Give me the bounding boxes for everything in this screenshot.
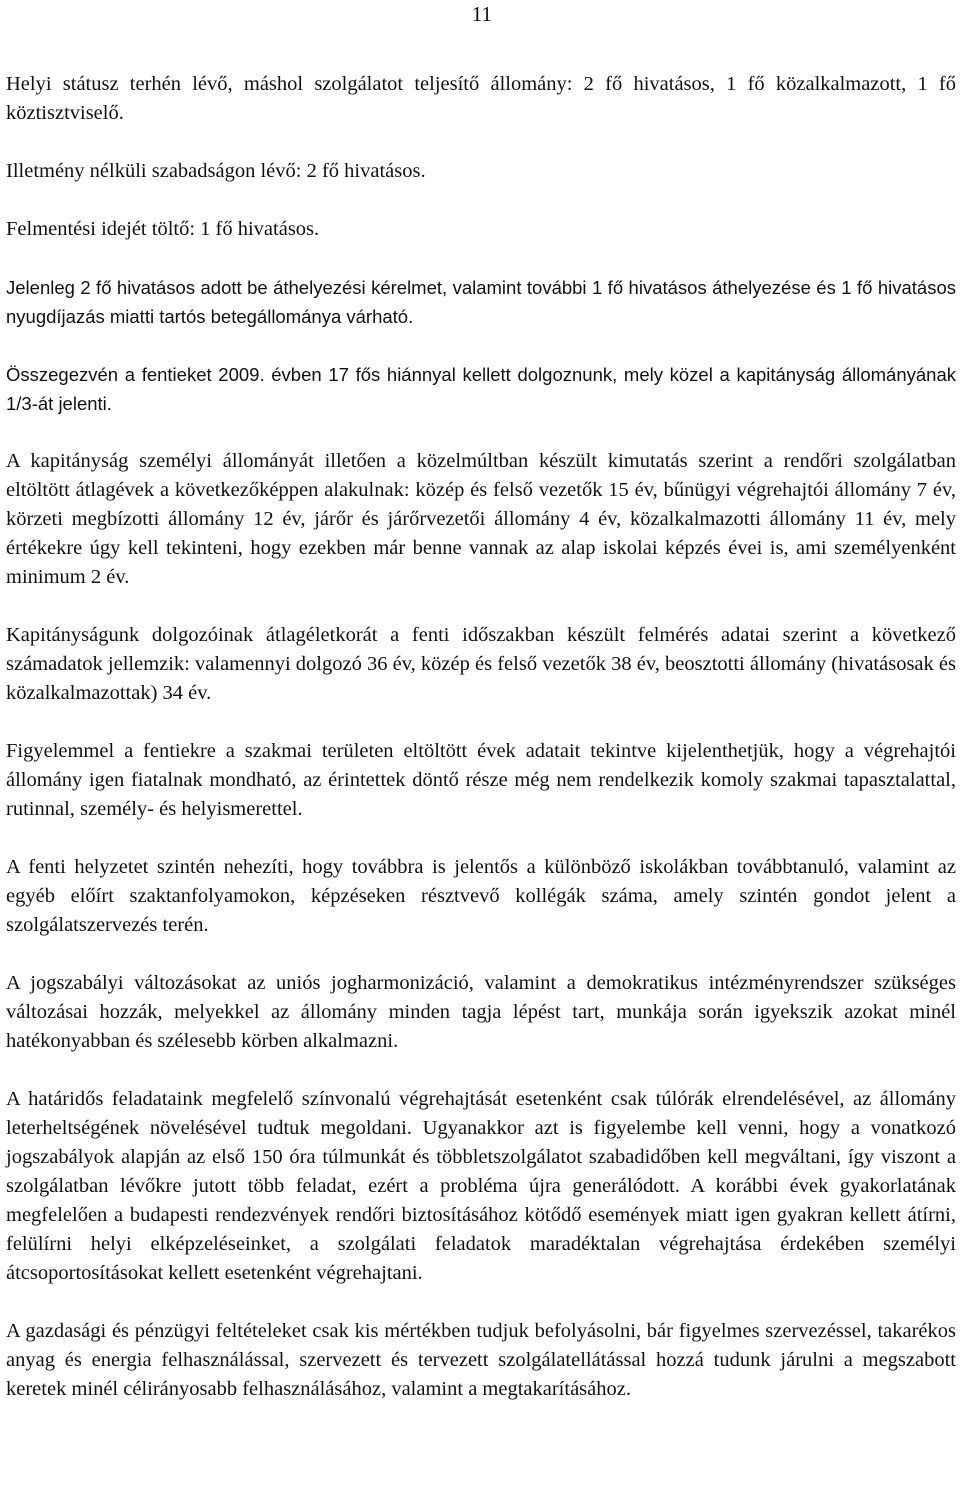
paragraph-unpaid-leave: Illetmény nélküli szabadságon lévő: 2 fő hivatásos. (6, 160, 426, 182)
paragraph-experience: Figyelemmel a fentiekre a szakmai területen eltöltött évek adatait tekintve kijelenthetjük, hogy a végrehajtói állomány igen fiatalnak mondható, az érintettek döntő része még nem rendelkezik komoly szakmai tapasztalattal, rutinnal, személy- és helyismerettel. (6, 740, 956, 820)
paragraph-legal-changes: A jogszabályi változásokat az uniós jogharmonizáció, valamint a demokratikus intézményrendszer szükséges változásai hozzák, melyekkel az állomány minden tagja lépést tart, munkája során igyekszik azokat minél hatékonyabban és szélesebb körben alkalmazni. (6, 972, 956, 1052)
paragraph-further-training: A fenti helyzetet szintén nehezíti, hogy továbbra is jelentős a különböző iskolákban továbbtanuló, valamint az egyéb előírt szaktanfolyamokon, képzéseken résztvevő kollégák száma, amely szintén gondot jelent a szolgálatszervezés terén. (6, 856, 956, 936)
paragraph-service-years: A kapitányság személyi állományát illetően a közelmúltban készült kimutatás szerint a rendőri szolgálatban eltöltött átlagévek a következőképpen alakulnak: közép és felső vezetők 15 év, bűnügyi végrehajtói állomány 7 év, körzeti megbízotti állomány 12 év, járőr és járőrvezetői állomány 4 év, közalkalmazotti állomány 11 év, mely értékekre úgy kell tekinteni, hogy ezekben már benne vannak az alap iskolai képzés évei is, ami személyenként minimum 2 év. (6, 450, 956, 588)
paragraph-average-age: Kapitányságunk dolgozóinak átlagéletkorát a fenti időszakban készült felmérés adatai szerint a következő számadatok jellemzik: valamennyi dolgozó 36 év, közép és felső vezetők 38 év, beosztotti állomány (hivatásosak és közalkalmazottak) 34 év. (6, 624, 956, 704)
paragraph-financial-conditions: A gazdasági és pénzügyi feltételeket csak kis mértékben tudjuk befolyásolni, bár figyelmes szervezéssel, takarékos anyag és energia felhasználással, szervezett és tervezett szolgálatellátással hozzá tudunk járulni a megszabott keretek minél célirányosabb felhasználásához, valamint a megtakarításához. (6, 1320, 956, 1400)
paragraph-overtime: A határidős feladataink megfelelő színvonalú végrehajtását esetenként csak túlórák elrendelésével, az állomány leterheltségének növelésével tudtuk megoldani. Ugyanakkor azt is figyelembe kell venni, hogy a vonatkozó jogszabályok alapján az első 150 óra túlmunkát és többletszolgálatot szabadidőben kell megváltani, így viszont a szolgálatban lévőkre jutott több feladat, ezért a probléma újra generálódott. A korábbi évek gyakorlatának megfelelően a budapesti rendezvények rendőri biztosításához kötődő események miatt igen gyakran kellett átírni, felülírni helyi elképzeléseinket, a szolgálati feladatok maradéktalan végrehajtása érdekében személyi átcsoportosításokat kellett esetenként végrehajtani. (6, 1088, 956, 1284)
document-body (6, 70, 956, 1404)
paragraph-transfer-requests: Jelenleg 2 fő hivatásos adott be áthelyezési kérelmet, valamint további 1 fő hivatásos áthelyezése és 1 fő hivatásos nyugdíjazás miatti tartós betegállománya várható. (6, 277, 956, 327)
page-number: 11 (471, 2, 492, 26)
paragraph-local-status-staff: Helyi státusz terhén lévő, máshol szolgálatot teljesítő állomány: 2 fő hivatásos, 1 fő közalkalmazott, 1 fő köztisztviselő. (6, 73, 956, 124)
paragraph-summary-shortage: Összegezvén a fentieket 2009. évben 17 fős hiánnyal kellett dolgoznunk, mely közel a kapitányság állományának 1/3-át jelenti. (6, 364, 956, 414)
paragraph-dismissal-period: Felmentési idejét töltő: 1 fő hivatásos. (6, 218, 320, 240)
